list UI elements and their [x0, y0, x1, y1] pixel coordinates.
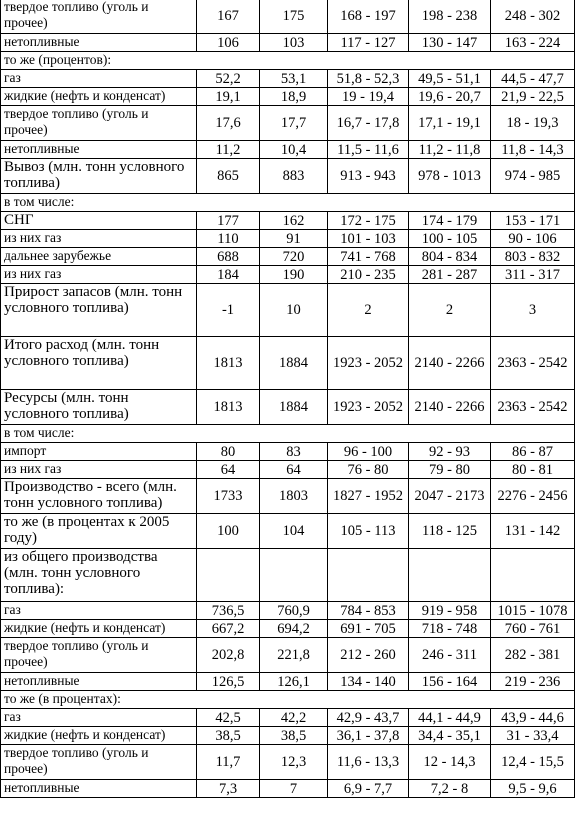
- value-cell: 2: [409, 284, 491, 337]
- value-cell: 184: [197, 266, 260, 284]
- value-cell: 212 - 260: [328, 638, 409, 673]
- row-label: газ: [1, 709, 197, 727]
- value-cell: 1923 - 2052: [328, 390, 409, 425]
- value-cell: 101 - 103: [328, 230, 409, 248]
- value-cell: 248 - 302: [491, 0, 575, 34]
- value-cell: 163 - 224: [491, 34, 575, 52]
- value-cell: 2140 - 2266: [409, 337, 491, 390]
- row-label: из них газ: [1, 461, 197, 479]
- value-cell: 19 - 19,4: [328, 88, 409, 106]
- value-cell: 86 - 87: [491, 443, 575, 461]
- value-cell: 80 - 81: [491, 461, 575, 479]
- value-cell: 18 - 19,3: [491, 106, 575, 141]
- value-cell: 34,4 - 35,1: [409, 727, 491, 745]
- row-label: импорт: [1, 443, 197, 461]
- row-label: твердое топливо (уголь и прочее): [1, 745, 197, 780]
- value-cell: 1813: [197, 337, 260, 390]
- value-cell: 736,5: [197, 602, 260, 620]
- value-cell: 172 - 175: [328, 212, 409, 230]
- value-cell: [491, 549, 575, 602]
- value-cell: 64: [260, 461, 328, 479]
- value-cell: 2276 - 2456: [491, 479, 575, 514]
- table-row: [1, 266, 575, 284]
- value-cell: 1803: [260, 479, 328, 514]
- value-cell: 1884: [260, 337, 328, 390]
- value-cell: 76 - 80: [328, 461, 409, 479]
- value-cell: 38,5: [260, 727, 328, 745]
- table-row: [1, 727, 575, 745]
- value-cell: 246 - 311: [409, 638, 491, 673]
- value-cell: 167: [197, 0, 260, 34]
- value-cell: 177: [197, 212, 260, 230]
- value-cell: 11,8 - 14,3: [491, 141, 575, 159]
- value-cell: 36,1 - 37,8: [328, 727, 409, 745]
- value-cell: 17,7: [260, 106, 328, 141]
- table-row: [1, 159, 575, 194]
- value-cell: 42,2: [260, 709, 328, 727]
- value-cell: 79 - 80: [409, 461, 491, 479]
- table-row: [1, 709, 575, 727]
- value-cell: 42,9 - 43,7: [328, 709, 409, 727]
- value-cell: 2363 - 2542: [491, 337, 575, 390]
- section-label: то же (процентов):: [1, 52, 575, 70]
- table-row: [1, 106, 575, 141]
- row-label: Вывоз (млн. тонн условного топлива): [1, 159, 197, 194]
- row-label: Итого расход (млн. тонн условного топлива): [1, 337, 197, 390]
- value-cell: 83: [260, 443, 328, 461]
- value-cell: 760,9: [260, 602, 328, 620]
- value-cell: 2363 - 2542: [491, 390, 575, 425]
- value-cell: 974 - 985: [491, 159, 575, 194]
- row-label: газ: [1, 602, 197, 620]
- value-cell: 104: [260, 514, 328, 549]
- row-label: твердое топливо (уголь и прочее): [1, 638, 197, 673]
- value-cell: 64: [197, 461, 260, 479]
- value-cell: 1813: [197, 390, 260, 425]
- value-cell: 198 - 238: [409, 0, 491, 34]
- table-row: [1, 514, 575, 549]
- value-cell: 53,1: [260, 70, 328, 88]
- value-cell: 2: [328, 284, 409, 337]
- row-label: Прирост запасов (млн. тонн условного топлива): [1, 284, 197, 337]
- row-label: из общего производства (млн. тонн условного топлива):: [1, 549, 197, 602]
- value-cell: 11,7: [197, 745, 260, 780]
- table-row: [1, 673, 575, 691]
- section-label: в том числе:: [1, 194, 575, 212]
- table-row: [1, 602, 575, 620]
- row-label: нетопливные: [1, 34, 197, 52]
- value-cell: 865: [197, 159, 260, 194]
- value-cell: 19,6 - 20,7: [409, 88, 491, 106]
- value-cell: [260, 549, 328, 602]
- table-section-row: [1, 194, 575, 212]
- value-cell: 210 - 235: [328, 266, 409, 284]
- value-cell: 174 - 179: [409, 212, 491, 230]
- table-row: [1, 337, 575, 390]
- table-row: [1, 549, 575, 602]
- value-cell: 282 - 381: [491, 638, 575, 673]
- value-cell: 92 - 93: [409, 443, 491, 461]
- value-cell: 221,8: [260, 638, 328, 673]
- value-cell: 2140 - 2266: [409, 390, 491, 425]
- value-cell: 281 - 287: [409, 266, 491, 284]
- value-cell: 11,2 - 11,8: [409, 141, 491, 159]
- table-section-row: [1, 691, 575, 709]
- value-cell: 17,1 - 19,1: [409, 106, 491, 141]
- value-cell: 1923 - 2052: [328, 337, 409, 390]
- value-cell: 42,5: [197, 709, 260, 727]
- value-cell: 162: [260, 212, 328, 230]
- value-cell: 118 - 125: [409, 514, 491, 549]
- value-cell: 2047 - 2173: [409, 479, 491, 514]
- value-cell: 978 - 1013: [409, 159, 491, 194]
- row-label: нетопливные: [1, 141, 197, 159]
- value-cell: 100: [197, 514, 260, 549]
- row-label: нетопливные: [1, 673, 197, 691]
- value-cell: 919 - 958: [409, 602, 491, 620]
- value-cell: 31 - 33,4: [491, 727, 575, 745]
- value-cell: 11,5 - 11,6: [328, 141, 409, 159]
- value-cell: 106: [197, 34, 260, 52]
- value-cell: 105 - 113: [328, 514, 409, 549]
- value-cell: 38,5: [197, 727, 260, 745]
- row-label: из них газ: [1, 266, 197, 284]
- value-cell: 21,9 - 22,5: [491, 88, 575, 106]
- value-cell: 49,5 - 51,1: [409, 70, 491, 88]
- value-cell: 804 - 834: [409, 248, 491, 266]
- value-cell: 688: [197, 248, 260, 266]
- value-cell: 718 - 748: [409, 620, 491, 638]
- value-cell: 51,8 - 52,3: [328, 70, 409, 88]
- row-label: твердое топливо (уголь и прочее): [1, 106, 197, 141]
- value-cell: 44,5 - 47,7: [491, 70, 575, 88]
- value-cell: 3: [491, 284, 575, 337]
- row-label: газ: [1, 70, 197, 88]
- value-cell: [197, 549, 260, 602]
- table-row: [1, 780, 575, 798]
- value-cell: 126,1: [260, 673, 328, 691]
- value-cell: 100 - 105: [409, 230, 491, 248]
- value-cell: 720: [260, 248, 328, 266]
- value-cell: 52,2: [197, 70, 260, 88]
- row-label: дальнее зарубежье: [1, 248, 197, 266]
- table-row: [1, 745, 575, 780]
- value-cell: 91: [260, 230, 328, 248]
- value-cell: 168 - 197: [328, 0, 409, 34]
- value-cell: 43,9 - 44,6: [491, 709, 575, 727]
- value-cell: 44,1 - 44,9: [409, 709, 491, 727]
- table-row: [1, 70, 575, 88]
- value-cell: 110: [197, 230, 260, 248]
- value-cell: 10: [260, 284, 328, 337]
- value-cell: 202,8: [197, 638, 260, 673]
- value-cell: 1015 - 1078: [491, 602, 575, 620]
- value-cell: 175: [260, 0, 328, 34]
- table-row: [1, 212, 575, 230]
- value-cell: 18,9: [260, 88, 328, 106]
- row-label: твердое топливо (уголь и прочее): [1, 0, 197, 34]
- value-cell: 153 - 171: [491, 212, 575, 230]
- value-cell: 12 - 14,3: [409, 745, 491, 780]
- table-row: [1, 620, 575, 638]
- value-cell: 19,1: [197, 88, 260, 106]
- value-cell: -1: [197, 284, 260, 337]
- value-cell: 126,5: [197, 673, 260, 691]
- value-cell: 691 - 705: [328, 620, 409, 638]
- table-row: [1, 248, 575, 266]
- value-cell: 1827 - 1952: [328, 479, 409, 514]
- value-cell: [328, 549, 409, 602]
- row-label: Ресурсы (млн. тонн условного топлива): [1, 390, 197, 425]
- value-cell: 16,7 - 17,8: [328, 106, 409, 141]
- value-cell: 190: [260, 266, 328, 284]
- table-row: [1, 479, 575, 514]
- value-cell: 760 - 761: [491, 620, 575, 638]
- row-label: жидкие (нефть и конденсат): [1, 88, 197, 106]
- section-label: то же (в процентах):: [1, 691, 575, 709]
- value-cell: 7,2 - 8: [409, 780, 491, 798]
- value-cell: 117 - 127: [328, 34, 409, 52]
- value-cell: 913 - 943: [328, 159, 409, 194]
- section-label: в том числе:: [1, 425, 575, 443]
- value-cell: 96 - 100: [328, 443, 409, 461]
- table-row: [1, 34, 575, 52]
- row-label: нетопливные: [1, 780, 197, 798]
- value-cell: 103: [260, 34, 328, 52]
- value-cell: 12,3: [260, 745, 328, 780]
- value-cell: 10,4: [260, 141, 328, 159]
- value-cell: 6,9 - 7,7: [328, 780, 409, 798]
- row-label: жидкие (нефть и конденсат): [1, 620, 197, 638]
- value-cell: 11,2: [197, 141, 260, 159]
- value-cell: 9,5 - 9,6: [491, 780, 575, 798]
- value-cell: 1733: [197, 479, 260, 514]
- value-cell: 667,2: [197, 620, 260, 638]
- table-row: [1, 390, 575, 425]
- value-cell: 12,4 - 15,5: [491, 745, 575, 780]
- table-row: [1, 461, 575, 479]
- value-cell: 7,3: [197, 780, 260, 798]
- row-label: из них газ: [1, 230, 197, 248]
- row-label: СНГ: [1, 212, 197, 230]
- value-cell: 1884: [260, 390, 328, 425]
- value-cell: [409, 549, 491, 602]
- value-cell: 784 - 853: [328, 602, 409, 620]
- value-cell: 80: [197, 443, 260, 461]
- value-cell: 694,2: [260, 620, 328, 638]
- value-cell: 156 - 164: [409, 673, 491, 691]
- table-row: [1, 284, 575, 337]
- table-section-row: [1, 52, 575, 70]
- value-cell: 17,6: [197, 106, 260, 141]
- value-cell: 741 - 768: [328, 248, 409, 266]
- table-row: [1, 230, 575, 248]
- value-cell: 90 - 106: [491, 230, 575, 248]
- value-cell: 883: [260, 159, 328, 194]
- value-cell: 7: [260, 780, 328, 798]
- row-label: жидкие (нефть и конденсат): [1, 727, 197, 745]
- value-cell: 803 - 832: [491, 248, 575, 266]
- value-cell: 311 - 317: [491, 266, 575, 284]
- table-row: [1, 443, 575, 461]
- table-row: [1, 141, 575, 159]
- value-cell: 130 - 147: [409, 34, 491, 52]
- row-label: Производство - всего (млн. тонн условного топлива): [1, 479, 197, 514]
- row-label: то же (в процентах к 2005 году): [1, 514, 197, 549]
- value-cell: 219 - 236: [491, 673, 575, 691]
- table-section-row: [1, 425, 575, 443]
- table-body: [1, 0, 575, 798]
- value-cell: 131 - 142: [491, 514, 575, 549]
- value-cell: 11,6 - 13,3: [328, 745, 409, 780]
- table-row: [1, 0, 575, 34]
- table-row: [1, 638, 575, 673]
- table-row: [1, 88, 575, 106]
- value-cell: 134 - 140: [328, 673, 409, 691]
